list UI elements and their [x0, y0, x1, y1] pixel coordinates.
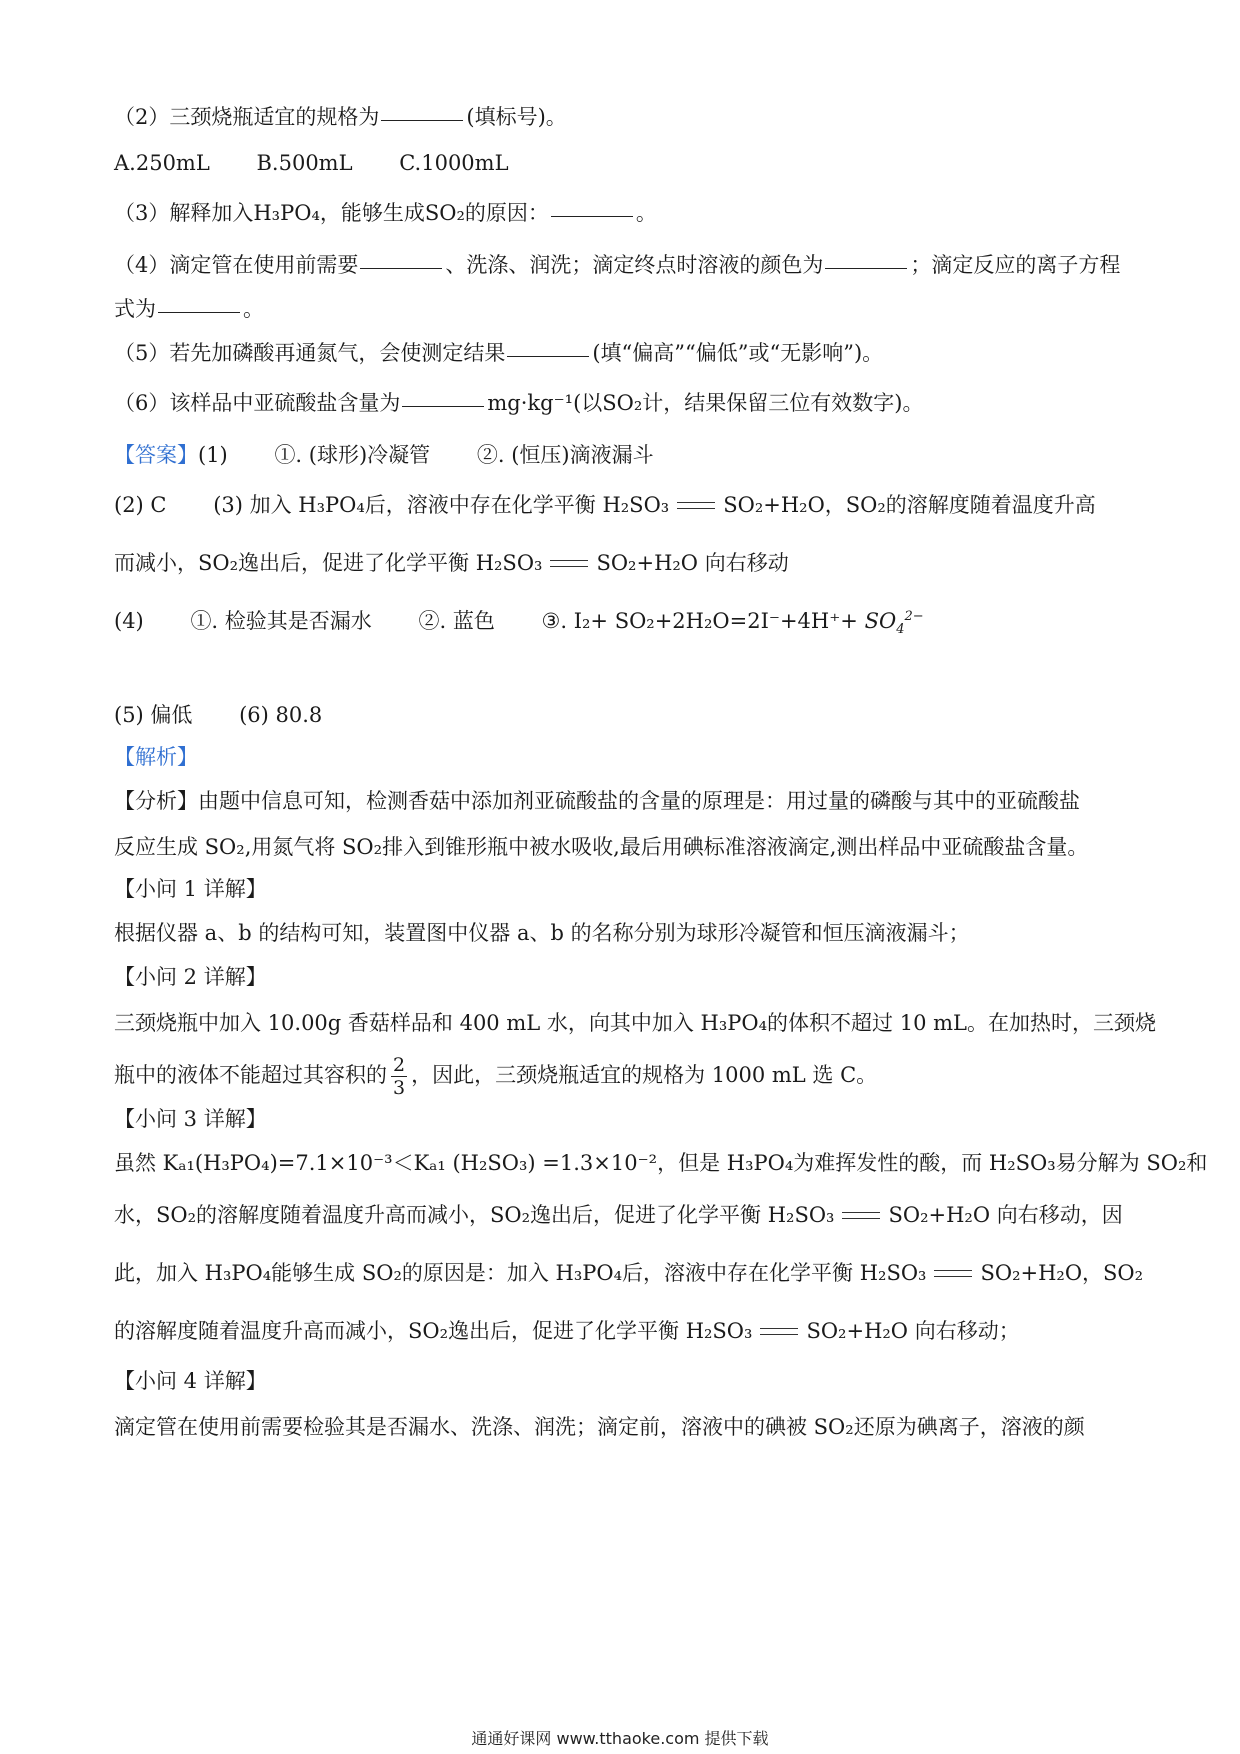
question-6: （6）该样品中亚硫酸盐含量为 mg·kg⁻¹(以SO₂计，结果保留三位有效数字)。 [114, 391, 924, 415]
question-3: （3）解释加入H₃PO₄，能够生成SO₂的原因： 。 [114, 201, 657, 225]
answer-label: 【答案】 [114, 443, 198, 467]
answer-5-6: (5) 偏低 (6) 80.8 [114, 703, 323, 727]
question-2-options [114, 148, 1130, 178]
subquestion-4-line1: 滴定管在使用前需要检验其是否漏水、洗涤、润洗；滴定前，溶液中的碘被 SO₂还原为碘离子，溶液的颜 [114, 1415, 1085, 1439]
subquestion-1-heading: 【小问 1 详解】 [114, 877, 267, 901]
equilibrium-arrow-icon [930, 1264, 976, 1282]
subquestion-3-line2: 水，SO₂的溶解度随着温度升高而减小，SO₂逸出后，促进了化学平衡 H₂SO₃ SO₂+H₂O 向右移动，因 [114, 1203, 1123, 1227]
page-footer: 通通好课网 www.tthaoke.com 提供下载 [471, 1729, 769, 1748]
sulfate-ion: $SO_4^{2-}$ [864, 609, 924, 638]
answer-blank [551, 215, 633, 217]
equilibrium-arrow-icon [673, 496, 719, 514]
answer-1: 【答案】(1) ①. (球形)冷凝管 ②. (恒压)滴液漏斗 [114, 443, 654, 467]
analysis-label: 【解析】 [114, 745, 198, 769]
subquestion-3-line1: 虽然 Kₐ₁(H₃PO₄)=7.1×10⁻³＜Kₐ₁ (H₂SO₃) =1.3×10⁻²，但是 H₃PO₄为难挥发性的酸，而 H₂SO₃易分解为 SO₂和 [114, 1151, 1208, 1175]
equilibrium-arrow-icon [838, 1206, 884, 1224]
question-4-line2: 式为 。 [114, 297, 264, 321]
option-c: C.1000mL [399, 151, 509, 175]
answer-2-3: (2) C (3) 加入 H₃PO₄后，溶液中存在化学平衡 H₂SO₃ SO₂+H₂O，SO₂的溶解度随着温度升高 [114, 493, 1096, 517]
answer-blank [402, 405, 484, 407]
subquestion-3-heading: 【小问 3 详解】 [114, 1107, 267, 1131]
answer-4: (4) ①. 检验其是否漏水 ②. 蓝色 ③. $I_2+ SO_2+2H_2O=2I^-+4H^++ SO_4^{2-}$ [114, 609, 924, 638]
question-5: （5）若先加磷酸再通氮气，会使测定结果 (填“偏高”“偏低”或“无影响”)。 [114, 341, 884, 365]
answer-3-line2: 而减小，SO₂逸出后，促进了化学平衡 H₂SO₃ SO₂+H₂O 向右移动 [114, 551, 789, 575]
subquestion-4-heading: 【小问 4 详解】 [114, 1369, 267, 1393]
fraction: $\frac{2}{3}$ [393, 1054, 406, 1099]
option-b: B.500mL [256, 151, 353, 175]
answer-blank [507, 355, 589, 357]
answer-blank [158, 311, 240, 313]
question-2: （2）三颈烧瓶适宜的规格为 (填标号)。 [114, 105, 567, 129]
answer-blank [825, 267, 907, 269]
analysis-fenxi-line1: 【分析】由题中信息可知，检测香菇中添加剂亚硫酸盐的含量的原理是：用过量的磷酸与其中的亚硫酸盐 [114, 789, 1080, 813]
question-4-line1: （4）滴定管在使用前需要 、洗涤、润洗；滴定终点时溶液的颜色为 ；滴定反应的离子方程 [114, 253, 1121, 277]
analysis-fenxi-line2: 反应生成 SO₂,用氮气将 SO₂排入到锥形瓶中被水吸收,最后用碘标准溶液滴定,测出样品中亚硫酸盐含量。 [114, 835, 1089, 859]
equilibrium-arrow-icon [546, 554, 592, 572]
subquestion-3-line3: 此，加入 H₃PO₄能够生成 SO₂的原因是：加入 H₃PO₄后，溶液中存在化学平衡 H₂SO₃ SO₂+H₂O，SO₂ [114, 1261, 1144, 1285]
equilibrium-arrow-icon [756, 1322, 802, 1340]
answer-blank [381, 119, 463, 121]
subquestion-2-body-line1: 三颈烧瓶中加入 10.00g 香菇样品和 400 mL 水，向其中加入 H₃PO₄的体积不超过 10 mL。在加热时，三颈烧 [114, 1011, 1156, 1035]
option-a: A.250mL [114, 151, 210, 175]
answer-blank [360, 267, 442, 269]
subquestion-2-heading: 【小问 2 详解】 [114, 965, 267, 989]
subquestion-2-body-line2: 瓶中的液体不能超过其容积的 $\frac{2}{3}$ ，因此，三颈烧瓶适宜的规格为 1000 mL 选 C。 [114, 1054, 878, 1099]
subquestion-1-body: 根据仪器 a、b 的结构可知，装置图中仪器 a、b 的名称分别为球形冷凝管和恒压滴液漏斗； [114, 921, 970, 945]
subquestion-3-line4: 的溶解度随着温度升高而减小，SO₂逸出后，促进了化学平衡 H₂SO₃ SO₂+H₂O 向右移动； [114, 1319, 1020, 1343]
